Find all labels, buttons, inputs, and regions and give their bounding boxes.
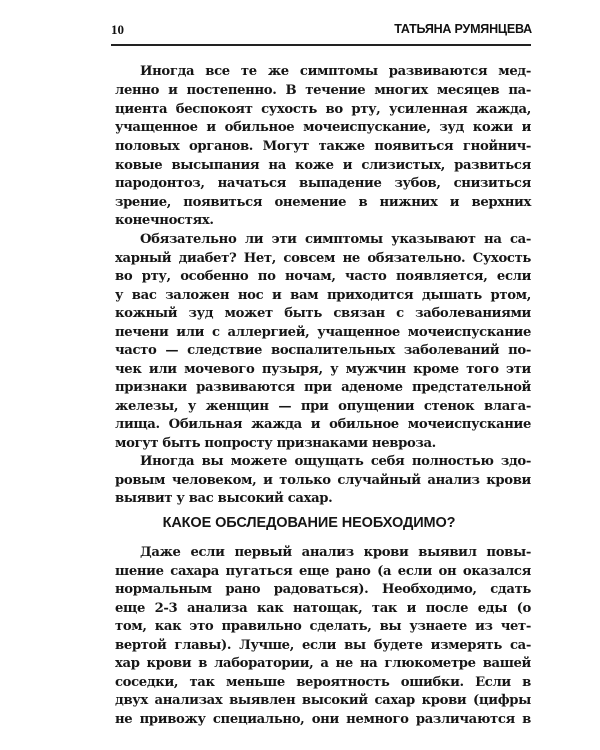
text-line: ковые высыпания на коже и слизистых, развиться	[115, 158, 531, 173]
text-line: могут быть попросту признаками невроза.	[115, 436, 436, 451]
text-line: харный диабет? Нет, совсем не обязательно. Сухость	[115, 251, 531, 266]
text-line: во рту, особенно по ночам, часто появляется, если	[115, 269, 531, 284]
text-line: половых органов. Могут также появиться гнойнич-	[115, 139, 531, 154]
text-line: учащенное и обильное мочеиспускание, зуд кожи и	[115, 120, 531, 135]
text-line: кожный зуд может быть связан с заболеваниями	[115, 306, 531, 321]
text-line: чек или мочевого пузыря, у мужчин кроме того эти	[115, 362, 531, 377]
text-line: шение сахара пугаться еще рано (а если он оказался	[115, 564, 531, 579]
text-line: хар крови в лаборатории, а не на глюкометре вашей	[115, 656, 531, 671]
text-line: у вас заложен нос и вам приходится дышать ртом,	[115, 288, 531, 303]
page-number: 10	[111, 22, 124, 37]
text-line: том, как это правильно сделать, вы узнаете из чет-	[115, 619, 531, 634]
text-line: пародонтоз, начаться выпадение зубов, снизиться	[115, 176, 531, 191]
header-rule	[111, 44, 531, 46]
text-line: железы, у женщин — при опущении стенок влага-	[115, 399, 531, 414]
text-line: конечностях.	[115, 213, 214, 228]
text-line: вертой главы). Лучше, если вы будете измерять са-	[115, 638, 531, 653]
running-header-author: ТАТЬЯНА РУМЯНЦЕВА	[394, 22, 532, 36]
text-line: не привожу специально, они немного различаются в	[115, 712, 531, 727]
text-line: соседки, так меньше вероятность ошибки. Если в	[115, 675, 531, 690]
text-line: еще 2-3 анализа как натощак, так и после еды (о	[115, 601, 531, 616]
text-line: ровым человеком, и только случайный анализ крови	[115, 473, 531, 488]
text-line: ленно и постепенно. В течение многих месяцев па-	[115, 83, 531, 98]
text-line: выявит у вас высокий сахар.	[115, 491, 333, 506]
text-line: признаки развиваются при аденоме предстательной	[115, 380, 531, 395]
text-line: нормальным рано радоваться). Необходимо, сдать	[115, 582, 531, 597]
section-heading: КАКОЕ ОБСЛЕДОВАНИЕ НЕОБХОДИМО?	[162, 515, 456, 531]
text-line: лища. Обильная жажда и обильное мочеиспускание	[115, 417, 531, 432]
text-line: двух анализах выявлен высокий сахар крови (цифры	[115, 693, 531, 708]
text-line: Иногда все те же симптомы развиваются мед-	[140, 64, 531, 79]
text-line: печени или с аллергией, учащенное мочеиспускание	[115, 325, 531, 340]
text-line: зрение, появиться онемение в нижних и верхних	[115, 195, 531, 210]
text-line: циента беспокоят сухость во рту, усиленная жажда,	[115, 102, 531, 117]
text-line: Обязательно ли эти симптомы указывают на са-	[140, 232, 531, 247]
text-line: Даже если первый анализ крови выявил повы-	[140, 545, 531, 560]
text-line: часто — следствие воспалительных заболеваний по-	[115, 343, 531, 358]
text-line: Иногда вы можете ощущать себя полностью здо-	[140, 454, 531, 469]
